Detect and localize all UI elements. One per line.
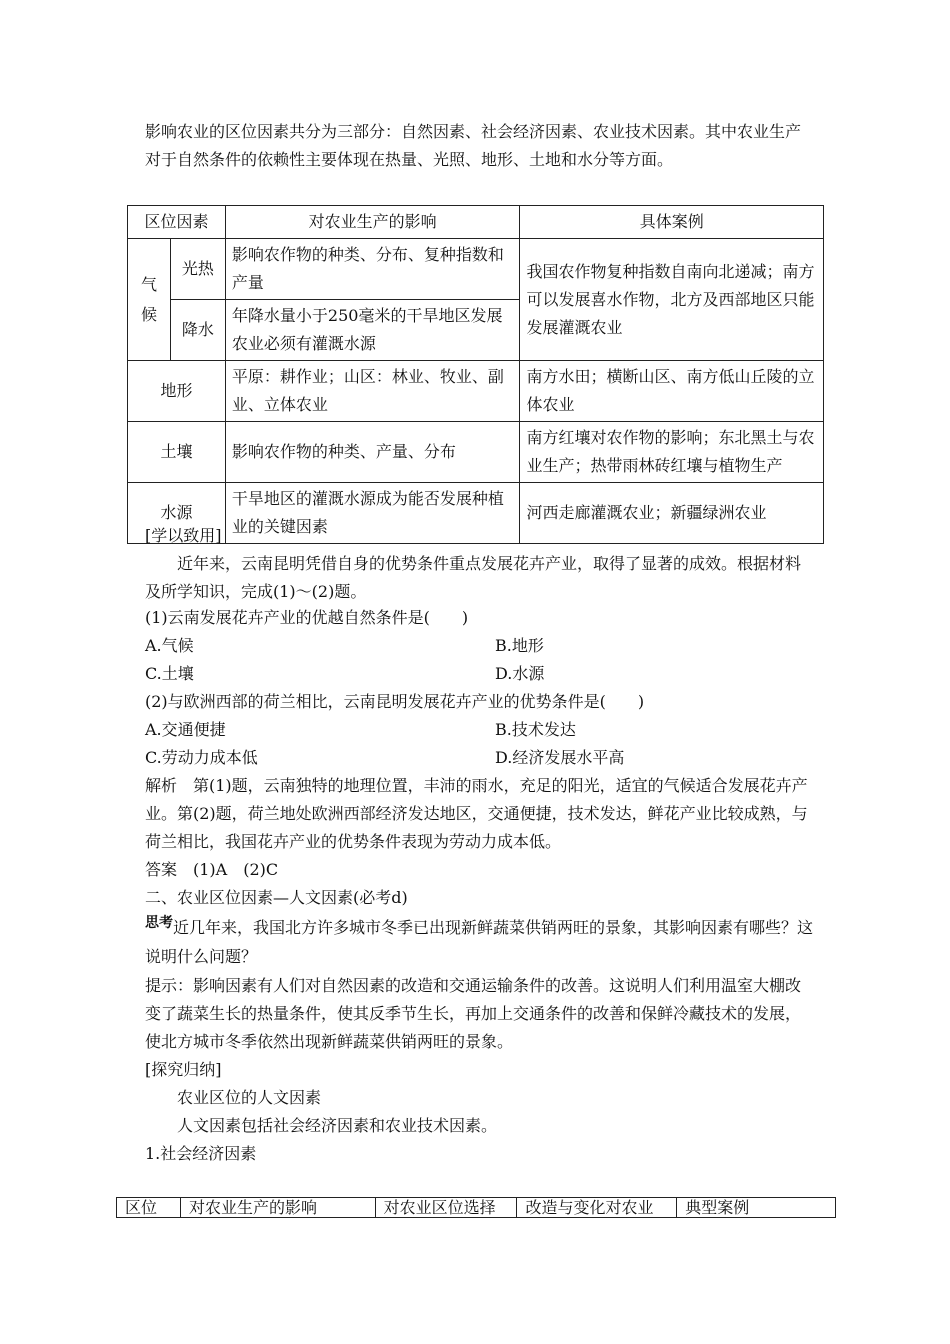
human-factors-title: 农业区位的人文因素 <box>177 1088 322 1107</box>
water-effect: 干旱地区的灌溉水源成为能否发展种植业的关键因素 <box>225 483 520 544</box>
q1-option-b: B.地形 <box>495 636 544 655</box>
think-text: 近几年来，我国北方许多城市冬季已出现新鲜蔬菜供销两旺的景象，其影响因素有哪些？这说明什么问题？ <box>145 918 814 966</box>
human-factors-text: 人文因素包括社会经济因素和农业技术因素。 <box>177 1116 498 1135</box>
q1-option-c: C.土壤 <box>145 664 194 683</box>
jiangshui-label: 降水 <box>170 300 225 361</box>
terrain-label: 地形 <box>128 361 226 422</box>
socio-economic-table <box>116 1197 836 1218</box>
jiangshui-effect: 年降水量小于250毫米的干旱地区发展农业必须有灌溉水源 <box>225 300 520 361</box>
t2-header-case: 典型案例 <box>677 1198 836 1218</box>
analysis: 解析 第(1)题，云南独特的地理位置，丰沛的雨水，充足的阳光，适宜的气候适合发展花卉产业。第(2)题，荷兰地处欧洲西部经济发达地区，交通便捷，技术发达，鲜花产业比较成熟，与荷兰相比，我国花卉产业的优势条件表现为劳动力成本低。 <box>145 776 808 851</box>
soil-effect: 影响农作物的种类、产量、分布 <box>225 422 520 483</box>
water-case: 河西走廊灌溉农业；新疆绿洲农业 <box>520 483 824 544</box>
climate-label: 气候 <box>140 274 157 324</box>
q2-option-d: D.经济发展水平高 <box>495 748 625 767</box>
answer: 答案 (1)A (2)C <box>145 860 279 879</box>
t2-header-effect: 对农业生产的影响 <box>180 1198 375 1218</box>
guangre-label: 光热 <box>170 239 225 300</box>
question-1: (1)云南发展花卉产业的优越自然条件是( ) <box>145 608 469 627</box>
soil-label: 土壤 <box>128 422 226 483</box>
t2-header-selection: 对农业区位选择 <box>375 1198 517 1218</box>
apply-title: [学以致用] <box>145 526 222 545</box>
q2-option-b: B.技术发达 <box>495 720 576 739</box>
header-factor: 区位因素 <box>128 206 226 239</box>
socio-economic-title: 1.社会经济因素 <box>145 1144 257 1163</box>
q1-option-a: A.气候 <box>145 636 194 655</box>
natural-factors-table <box>127 205 824 544</box>
guangre-effect: 影响农作物的种类、分布、复种指数和产量 <box>225 239 520 300</box>
apply-text: 近年来，云南昆明凭借自身的优势条件重点发展花卉产业，取得了显著的成效。根据材料及所学知识，完成(1)～(2)题。 <box>145 554 802 601</box>
t2-header-change: 改造与变化对农业 <box>517 1198 677 1218</box>
water-label: 水源 <box>128 483 226 544</box>
soil-case: 南方红壤对农作物的影响；东北黑土与农业生产；热带雨林砖红壤与植物生产 <box>520 422 824 483</box>
terrain-case: 南方水田；横断山区、南方低山丘陵的立体农业 <box>520 361 824 422</box>
climate-cell <box>128 239 171 361</box>
terrain-effect: 平原：耕作业；山区：林业、牧业、副业、立体农业 <box>225 361 520 422</box>
think-label: 思考 <box>145 915 173 931</box>
question-2: (2)与欧洲西部的荷兰相比，云南昆明发展花卉产业的优势条件是( ) <box>145 692 645 711</box>
q1-option-d: D.水源 <box>495 664 545 683</box>
section-2-title: 二、农业区位因素—人文因素(必考d) <box>145 888 408 907</box>
header-effect: 对农业生产的影响 <box>225 206 520 239</box>
explore-title: [探究归纳] <box>145 1060 222 1079</box>
t2-header-location: 区位 <box>117 1198 181 1218</box>
intro-paragraph: 影响农业的区位因素共分为三部分：自然因素、社会经济因素、农业技术因素。其中农业生产对于自然条件的依赖性主要体现在热量、光照、地形、土地和水分等方面。 <box>145 122 802 169</box>
climate-case: 我国农作物复种指数自南向北递减；南方可以发展喜水作物，北方及西部地区只能发展灌溉农业 <box>520 239 824 361</box>
q2-option-a: A.交通便捷 <box>145 720 226 739</box>
q2-option-c: C.劳动力成本低 <box>145 748 258 767</box>
hint: 提示：影响因素有人们对自然因素的改造和交通运输条件的改善。这说明人们利用温室大棚改变了蔬菜生长的热量条件，使其反季节生长，再加上交通条件的改善和保鲜冷藏技术的发展，使北方城市冬季依然出现新鲜蔬菜供销两旺的景象。 <box>145 976 802 1051</box>
header-case: 具体案例 <box>520 206 824 239</box>
think-question <box>145 914 815 971</box>
